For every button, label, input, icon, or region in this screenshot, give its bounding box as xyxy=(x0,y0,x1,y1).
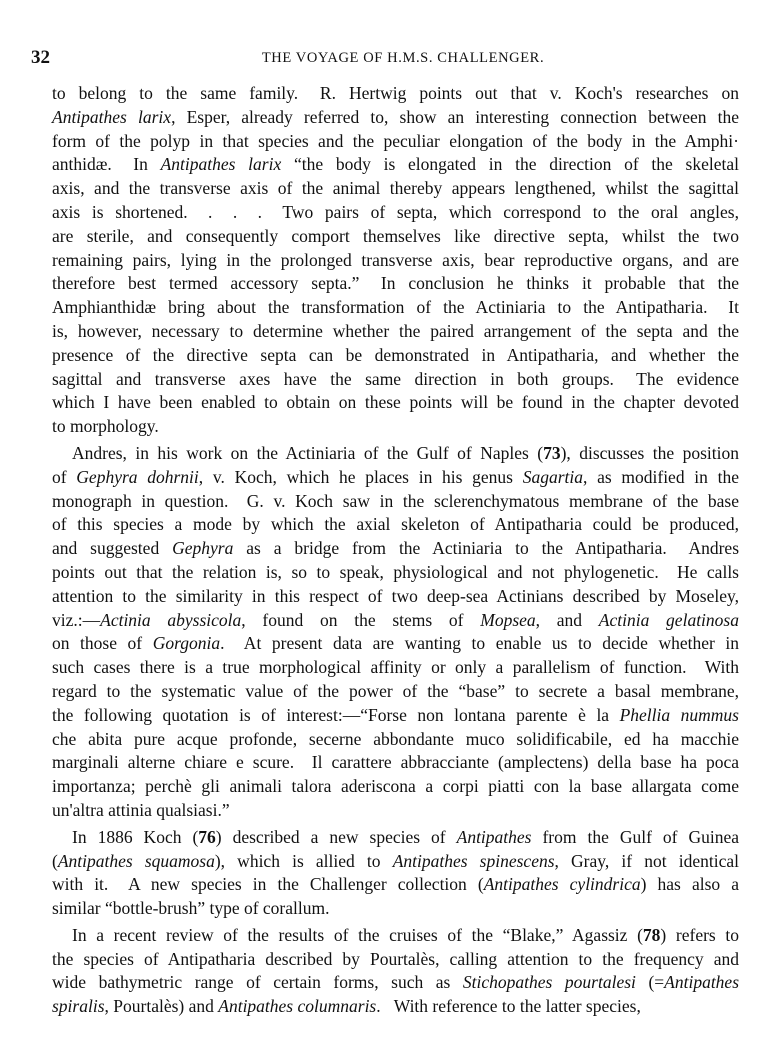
text-line xyxy=(52,296,739,320)
text-run: attention to the similarity in this respect of two deep-sea Actinians described by Moseley, xyxy=(52,585,739,606)
text-run: importanza; perchè gli animali talora aderiscona a corpi piatti con la base allargata come xyxy=(52,776,739,797)
text-line xyxy=(52,320,739,344)
text-line xyxy=(52,924,739,948)
text-run: to belong to the same family. R. Hertwig points out that v. Koch's researches on xyxy=(52,83,739,103)
text-line xyxy=(52,130,739,154)
text-run: , Gray, if not identical xyxy=(554,850,739,871)
text-run: “the body is elongated in the direction of the skeletal xyxy=(281,154,739,175)
italic-taxon-name: Mopsea xyxy=(480,609,536,630)
text-run: sagittal and transverse axes have the same direction in both groups. The evidence xyxy=(52,368,739,389)
text-run: remaining pairs, lying in the prolonged transverse axis, bear reproductive organs, and are xyxy=(52,249,739,270)
text-line xyxy=(52,82,739,106)
text-line xyxy=(52,704,739,728)
text-line xyxy=(52,656,739,680)
italic-taxon-name: Antipathes xyxy=(456,826,532,847)
text-line xyxy=(52,466,739,490)
reference-number: 76 xyxy=(198,826,216,847)
text-line xyxy=(52,826,739,850)
italic-taxon-name: Antipathes larix xyxy=(160,154,282,175)
text-run: form of the polyp in that species and the peculiar elongation of the body in the Amphi· xyxy=(52,130,739,151)
italic-taxon-name: Actinia gelatinosa xyxy=(598,609,739,630)
body-text xyxy=(52,82,739,1019)
text-run: In 1886 Koch ( xyxy=(72,826,199,847)
text-line xyxy=(52,680,739,704)
text-run: marginali alterne chiare e scure. Il carattere abbracciante (amplectens) della base ha poca xyxy=(52,752,739,773)
italic-taxon-name: Antipathes larix xyxy=(52,106,172,127)
text-line xyxy=(52,177,739,201)
text-line xyxy=(52,799,739,823)
text-run: , v. Koch, which he places in his genus xyxy=(198,466,523,487)
text-line xyxy=(52,897,739,921)
text-run: on those of xyxy=(52,633,153,654)
italic-taxon-name: Antipathes spinescens xyxy=(392,850,555,871)
italic-taxon-name: Gephyra xyxy=(172,538,234,559)
text-line xyxy=(52,442,739,466)
text-line xyxy=(52,561,739,585)
text-run: and suggested xyxy=(52,538,173,559)
text-run: , and xyxy=(535,609,599,630)
text-run: . With reference to the latter species, xyxy=(376,996,641,1017)
text-line xyxy=(52,751,739,775)
italic-taxon-name: Phellia nummus xyxy=(619,704,739,725)
italic-taxon-name: Sagartia xyxy=(522,466,584,487)
text-run: the following quotation is of interest:—“Forse non lontana parente è la xyxy=(52,704,620,725)
text-line xyxy=(52,272,739,296)
text-run: che abita pure acque profonde, secerne abbondante muco solidificabile, ed ha macchie xyxy=(52,728,739,749)
text-run: wide bathymetric range of certain forms, such as xyxy=(52,972,463,993)
text-run: from the Gulf of Guinea xyxy=(531,826,740,847)
text-run: , as modified in the xyxy=(583,466,739,487)
text-run: , found on the stems of xyxy=(241,609,481,630)
text-line xyxy=(52,106,739,130)
text-run: (= xyxy=(635,972,665,993)
text-run: which I have been enabled to obtain on these points will be found in the chapter devoted xyxy=(52,392,739,413)
reference-number: 78 xyxy=(642,924,661,945)
text-run: the species of Antipatharia described by Pourtalès, calling attention to the frequency and xyxy=(52,948,739,969)
text-run: of this species a mode by which the axial skeleton of Antipatharia could be produced, xyxy=(52,514,739,535)
text-run: , Pourtalès) and xyxy=(104,996,219,1017)
text-run: regard to the systematic value of the power of the “base” to secrete a basal membrane, xyxy=(52,680,739,701)
italic-taxon-name: Antipathes xyxy=(664,972,740,993)
text-line xyxy=(52,850,739,874)
text-run: such cases there is a true morphological affinity or only a parallelism of function. With xyxy=(52,657,739,678)
text-line xyxy=(52,368,739,392)
text-run: therefore best termed accessory septa.” In conclusion he thinks it probable that the xyxy=(52,273,739,294)
running-head: THE VOYAGE OF H.M.S. CHALLENGER. xyxy=(261,50,545,66)
text-line xyxy=(52,490,739,514)
text-line xyxy=(52,873,739,897)
text-run: viz.:— xyxy=(52,609,101,630)
text-run: ), discusses the position xyxy=(560,442,739,463)
text-line xyxy=(52,201,739,225)
text-run: ( xyxy=(52,850,58,871)
paragraph xyxy=(52,826,739,921)
text-run: ) refers to xyxy=(660,924,739,945)
text-line xyxy=(52,632,739,656)
text-run: ), which is allied to xyxy=(214,850,393,871)
italic-taxon-name: Antipathes squamosa xyxy=(57,850,215,871)
text-run: axis, and the transverse axis of the animal thereby appears lengthened, whilst the sagittal xyxy=(52,178,739,199)
text-run: . At present data are wanting to enable us to decide whether in xyxy=(220,633,739,654)
text-run: axis is shortened. . . . Two pairs of septa, which correspond to the oral angles, xyxy=(52,201,739,222)
italic-taxon-name: spiralis xyxy=(52,996,105,1017)
italic-taxon-name: Stichopathes pourtalesi xyxy=(462,972,636,993)
text-line xyxy=(52,775,739,799)
text-line xyxy=(52,585,739,609)
text-run: is, however, necessary to determine whether the paired arrangement of the septa and the xyxy=(52,320,739,341)
text-run: Amphianthidæ bring about the transformation of the Actiniaria to the Antipatharia. It xyxy=(52,297,739,318)
page-number: 32 xyxy=(31,47,50,68)
text-run: Andres, in his work on the Actiniaria of the Gulf of Naples ( xyxy=(72,442,544,463)
text-run: ) described a new species of xyxy=(215,826,457,847)
text-line xyxy=(52,153,739,177)
italic-taxon-name: Antipathes cylindrica xyxy=(483,874,641,895)
reference-number: 73 xyxy=(543,442,561,463)
text-line xyxy=(52,391,739,415)
text-line xyxy=(52,948,739,972)
text-run: , Esper, already referred to, show an interesting connection between the xyxy=(171,106,740,127)
text-run: are sterile, and consequently comport themselves like directive septa, whilst the two xyxy=(52,225,739,246)
italic-taxon-name: Gorgonia xyxy=(152,633,221,654)
text-line xyxy=(52,513,739,537)
text-run: monograph in question. G. v. Koch saw in the sclerenchymatous membrane of the base xyxy=(52,490,739,511)
text-run: presence of the directive septa can be demonstrated in Antipatharia, and whether the xyxy=(52,344,739,365)
text-run: with it. A new species in the Challenger collection ( xyxy=(52,874,484,895)
italic-taxon-name: Actinia abyssicola xyxy=(100,609,242,630)
text-line xyxy=(52,995,739,1019)
paragraph xyxy=(52,82,739,439)
italic-taxon-name: Gephyra dohrnii xyxy=(76,466,199,487)
text-line xyxy=(52,609,739,633)
paragraph xyxy=(52,442,739,823)
text-line xyxy=(52,728,739,752)
text-run: to morphology. xyxy=(52,416,159,437)
text-run: anthidæ. In xyxy=(52,154,161,175)
text-line xyxy=(52,537,739,561)
text-line xyxy=(52,249,739,273)
text-run: In a recent review of the results of the cruises of the “Blake,” Agassiz ( xyxy=(72,924,643,945)
italic-taxon-name: Antipathes columnaris xyxy=(218,996,377,1017)
paragraph xyxy=(52,924,739,1019)
text-run: similar “bottle-brush” type of corallum. xyxy=(52,898,330,919)
text-run: un'altra attinia qualsiasi.” xyxy=(52,799,230,820)
text-line xyxy=(52,971,739,995)
text-run: of xyxy=(52,466,77,487)
text-run: ) has also a xyxy=(640,874,739,895)
text-run: as a bridge from the Actiniaria to the Antipatharia. Andres xyxy=(233,538,740,559)
text-run: points out that the relation is, so to speak, physiological and not phylogenetic. He calls xyxy=(52,561,739,582)
text-line xyxy=(52,415,739,439)
text-line xyxy=(52,225,739,249)
text-line xyxy=(52,344,739,368)
